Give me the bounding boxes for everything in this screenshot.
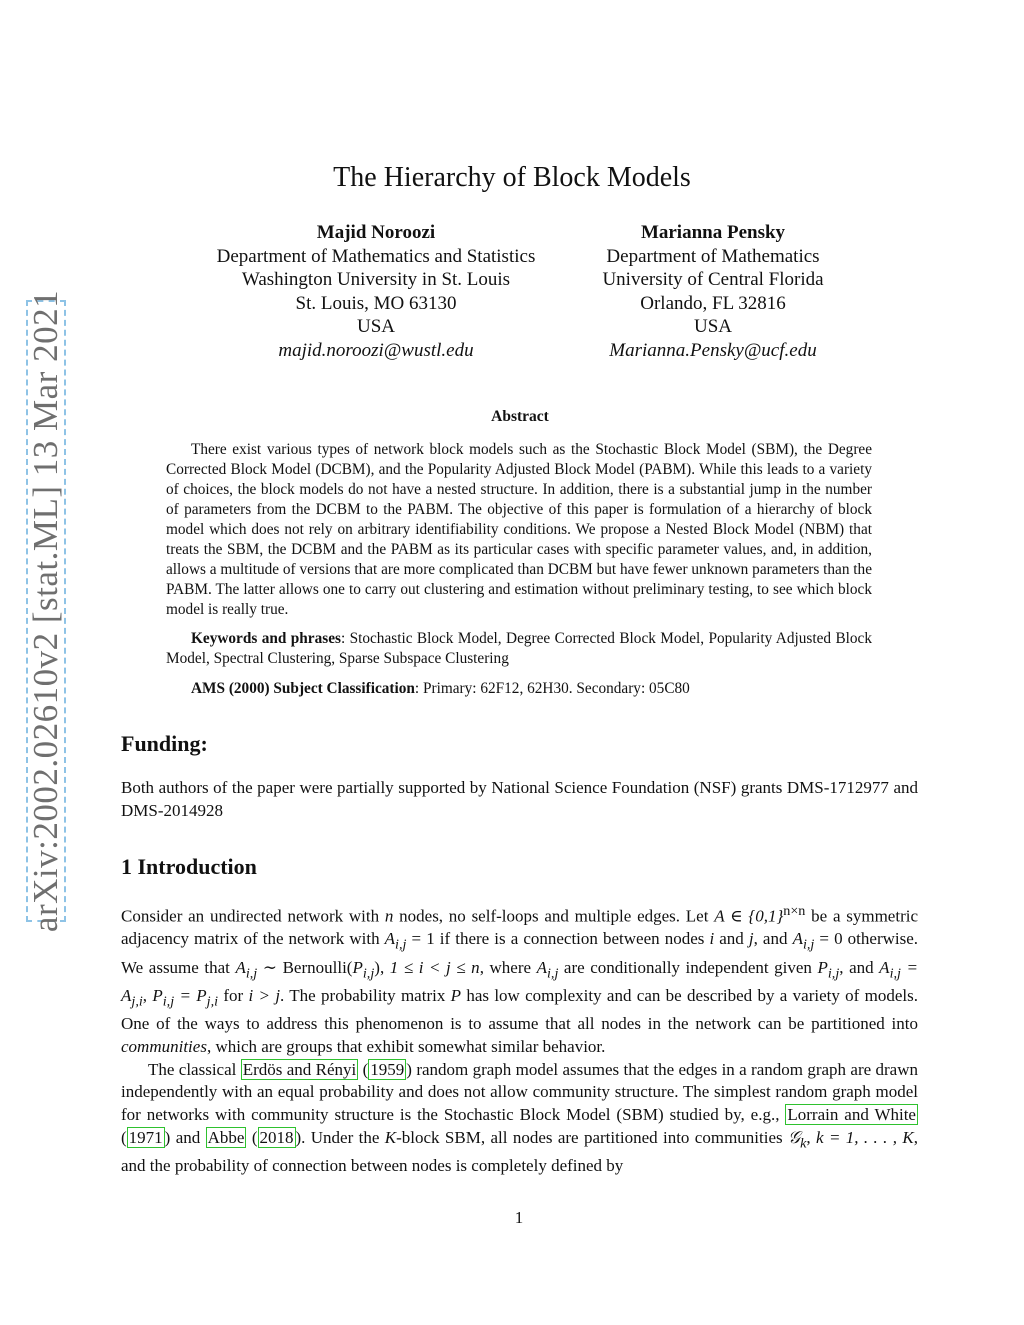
intro-heading: 1 Introduction [121, 854, 257, 879]
author-name: Marianna Pensky [640, 222, 786, 243]
citation-link[interactable]: Abbe [207, 1128, 245, 1147]
author-dept: Department of Mathematics and Statistics [216, 245, 536, 267]
ams-text: : Primary: 62F12, 62H30. Secondary: 05C80 [414, 680, 690, 697]
keywords-text: : Stochastic Block Model, Degree Corrected Block Model, Popularity Adjusted Block Model, Spectral Clustering, Sparse Subspace Clustering [166, 630, 872, 667]
author-institution: University of Central Florida [602, 269, 824, 290]
ams-label: AMS (2000) Subject Classification [191, 680, 415, 697]
funding-heading: Funding: [121, 731, 208, 756]
intro-paragraph-2: The classical Erdös and Rényi ( 1959 ) random graph model assumes that the edges in a random graph are drawn independently with an equal probability and does not allow community structure. The simplest random graph model for networks with community structure is the Stochastic Block Model (SBM) studied by, e.g., Lorrain and White ( 1971 ) and Abbe ( 2018 ). Under the K-block SBM, all nodes are partitioned into communities 𝒢$_k$, k = 1, . . . , K, and the probability of connection between nodes is completely defined by [121, 1059, 918, 1176]
citation-year-link[interactable]: 1959 [370, 1059, 405, 1079]
citation-link[interactable]: Erdös and Rényi [242, 1059, 357, 1079]
arxiv-identifier[interactable]: arXiv:2002.02610v2 [stat.ML] 13 Mar 2021 [26, 289, 65, 933]
author-block-2 [583, 221, 843, 362]
author-city: Orlando, FL 32816 [640, 292, 786, 314]
author-institution: Washington University in St. Louis [241, 269, 511, 290]
keywords [166, 629, 872, 669]
author-email[interactable]: majid.noroozi@wustl.edu [278, 339, 474, 361]
abstract-text: There exist various types of network block models such as the Stochastic Block Model (SBM), the Degree Corrected Block Model (DCBM), and the Popularity Adjusted Block Model (PABM). While this leads to a variety of choices, the block models do not have a nested structure. In addition, there is a substantial jump in the number of parameters from the DCBM to the PABM. The objective of this paper is formulation of a hierarchy of block model which does not rely on arbitrary identifiability conditions. We propose a Nested Block Model (NBM) that treats the SBM, the DCBM and the PABM as its particular cases with specific parameter values, and, in addition, allows a multitude of versions that are more complicated than DCBM but have fewer unknown parameters than the PABM. The latter allows one to carry out clustering and estimation without preliminary testing, to see which block model is really true. [166, 441, 872, 618]
author-block-1 [196, 221, 556, 362]
author-country: USA [356, 316, 395, 337]
intro-paragraph-1: Consider an undirected network with n nodes, no self-loops and multiple edges. Let A ∈ $\{0,1\}^{n\times n}$ be a symmetric adjacency matrix of the network with $A_{i,j} = 1$ if there is a connection between nodes i and j, and $A_{i,j} = 0$ otherwise. We assume that $A_{i,j}$ ∼ $Bernoulli(P_{i,j})$, 1 ≤ i < j ≤ n, where $A_{i,j}$ are conditionally independent given $P_{i,j}$, and $A_{i,j} = A_{j,i}$, $P_{i,j} = P_{j,i}$ for i > j. The probability matrix P has low complexity and can be described by a variety of models. One of the ways to address this phenomenon is to assume that all nodes in the network can be partitioned into communities, which are groups that exhibit somewhat similar behavior. [121, 903, 919, 1056]
author-name: Majid Noroozi [316, 222, 436, 243]
funding-body [121, 777, 918, 823]
abstract-heading: Abstract [491, 408, 549, 425]
author-city: St. Louis, MO 63130 [295, 292, 457, 314]
citation-year-link[interactable]: 1971 [128, 1128, 163, 1147]
author-email[interactable]: Marianna.Pensky@ucf.edu [609, 339, 817, 361]
intro-body [121, 900, 918, 1178]
abstract-body [166, 440, 872, 620]
citation-year-link[interactable]: 2018 [259, 1128, 294, 1147]
citation-link[interactable]: Lorrain and White [787, 1105, 916, 1125]
paper-title: The Hierarchy of Block Models [333, 162, 691, 193]
author-dept: Department of Mathematics [606, 245, 820, 267]
author-country: USA [693, 316, 732, 337]
ams-classification [166, 679, 872, 699]
page-number: 1 [514, 1208, 524, 1227]
funding-text: Both authors of the paper were partially supported by National Science Foundation (NSF) grants DMS-1712977 and DMS-2014928 [121, 778, 918, 820]
keywords-label: Keywords and phrases [191, 630, 341, 647]
